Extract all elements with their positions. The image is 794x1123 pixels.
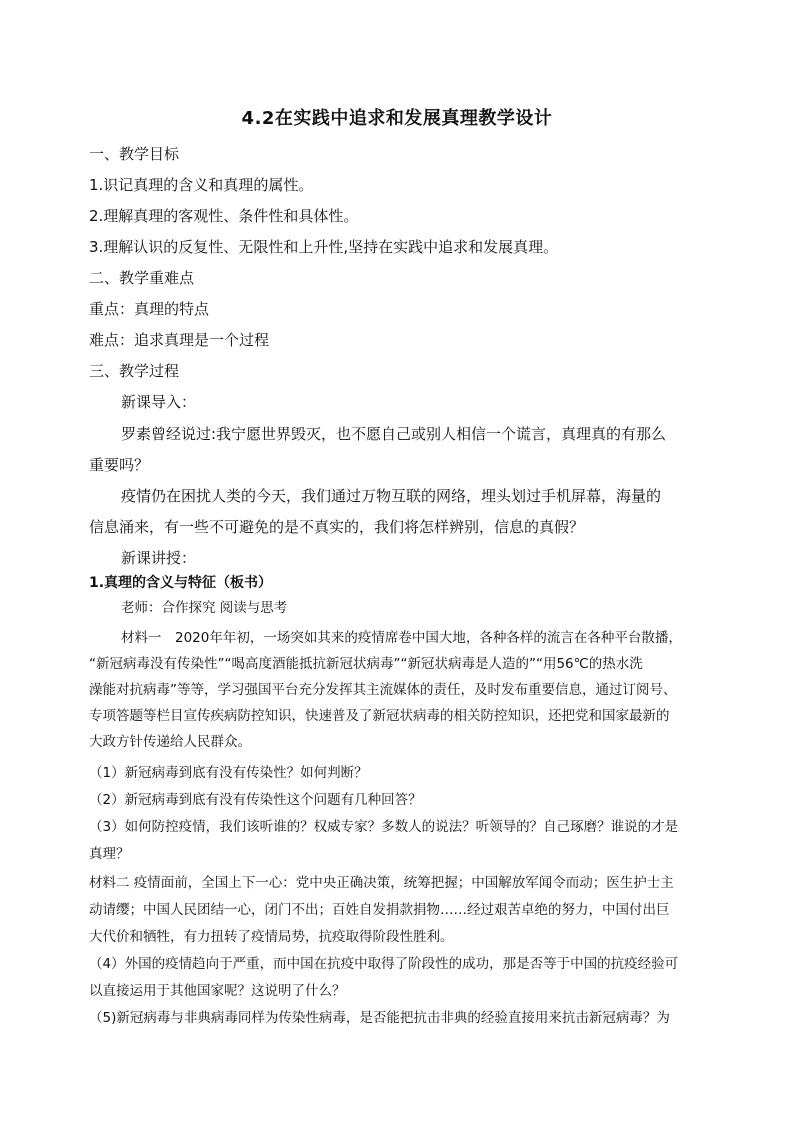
document-title: 4.2在实践中追求和发展真理教学设计 [241,108,553,129]
teacher-activity: 老师：合作探究 阅读与思考 [121,600,288,616]
topic-heading: 1.真理的含义与特征（板书） [89,575,273,591]
material-2-line-3: 大代价和牺牲，有力扭转了疫情局势，抗疫取得阶段性胜利。 [89,929,454,945]
question-2: （2）新冠病毒到底有没有传染性这个问题有几种回答？ [89,792,422,808]
objective-2: 2.理解真理的客观性、条件性和具体性。 [89,207,359,225]
material-2-line-2: 动请缨；中国人民团结一心，闭门不出；百姓自发捐款捐物……经过艰苦卓绝的努力，中国付出巨 [89,902,670,918]
section-heading-process: 三、教学过程 [89,362,180,380]
material-1-line-4: 专项答题等栏目宣传疾病防控知识，快速普及了新冠状病毒的相关防控知识，还把党和国家最新的 [89,708,670,724]
russell-quote-line-2: 重要吗？ [89,456,150,474]
epidemic-paragraph-line-2: 信息涌来，有一些不可避免的是不真实的，我们将怎样辨别，信息的真假？ [89,518,585,536]
difficult-point: 难点：追求真理是一个过程 [89,331,270,349]
question-3-line-2: 真理？ [89,846,130,862]
question-4-line-1: （4）外国的疫情趋向于严重，而中国在抗疫中取得了阶段性的成功，那是否等于中国的抗疫经验可 [89,956,679,972]
intro-label: 新课导入： [121,393,197,411]
key-point: 重点：真理的特点 [89,300,210,318]
russell-quote-line-1: 罗素曾经说过:我宁愿世界毁灭，也不愿自己或别人相信一个谎言，真理真的有那么 [121,425,667,443]
material-1-line-5: 大政方针传递给人民群众。 [89,734,251,750]
objective-1: 1.识记真理的含义和真理的属性。 [89,176,314,194]
material-1-line-3: 澡能对抗病毒”等等，学习强国平台充分发挥其主流媒体的责任，及时发布重要信息，通过订阅号、 [89,682,677,698]
material-1-line-2: “新冠病毒没有传染性”“喝高度酒能抵抗新冠状病毒”“新冠状病毒是人造的”“用56℃的热水洗 [89,656,643,672]
objective-3: 3.理解认识的反复性、无限性和上升性,坚持在实践中追求和发展真理。 [89,238,559,256]
question-5-line-1: （5)新冠病毒与非典病毒同样为传染性病毒，是否能把抗击非典的经验直接用来抗击新冠病毒？为 [89,1010,670,1026]
material-1-line-1: 材料一 2020年年初，一场突如其来的疫情席卷中国大地，各种各样的流言在各种平台散播， [121,630,682,646]
epidemic-paragraph-line-1: 疫情仍在困扰人类的今天，我们通过万物互联的网络，埋头划过手机屏幕，海量的 [121,487,662,505]
lecture-label: 新课讲授： [121,549,197,567]
question-3-line-1: （3）如何防控疫情，我们该听谁的？权威专家？多数人的说法？听领导的？自己琢磨？谁说的才是 [89,819,679,835]
section-heading-objectives: 一、教学目标 [89,145,180,163]
section-heading-key-points: 二、教学重难点 [89,269,195,287]
question-4-line-2: 以直接运用于其他国家呢？这说明了什么？ [89,983,346,999]
question-1: （1）新冠病毒到底有没有传染性？如何判断？ [89,765,368,781]
material-2-line-1: 材料二 疫情面前，全国上下一心：党中央正确决策，统筹把握；中国解放军闻令而动；医生护士主 [89,875,674,891]
